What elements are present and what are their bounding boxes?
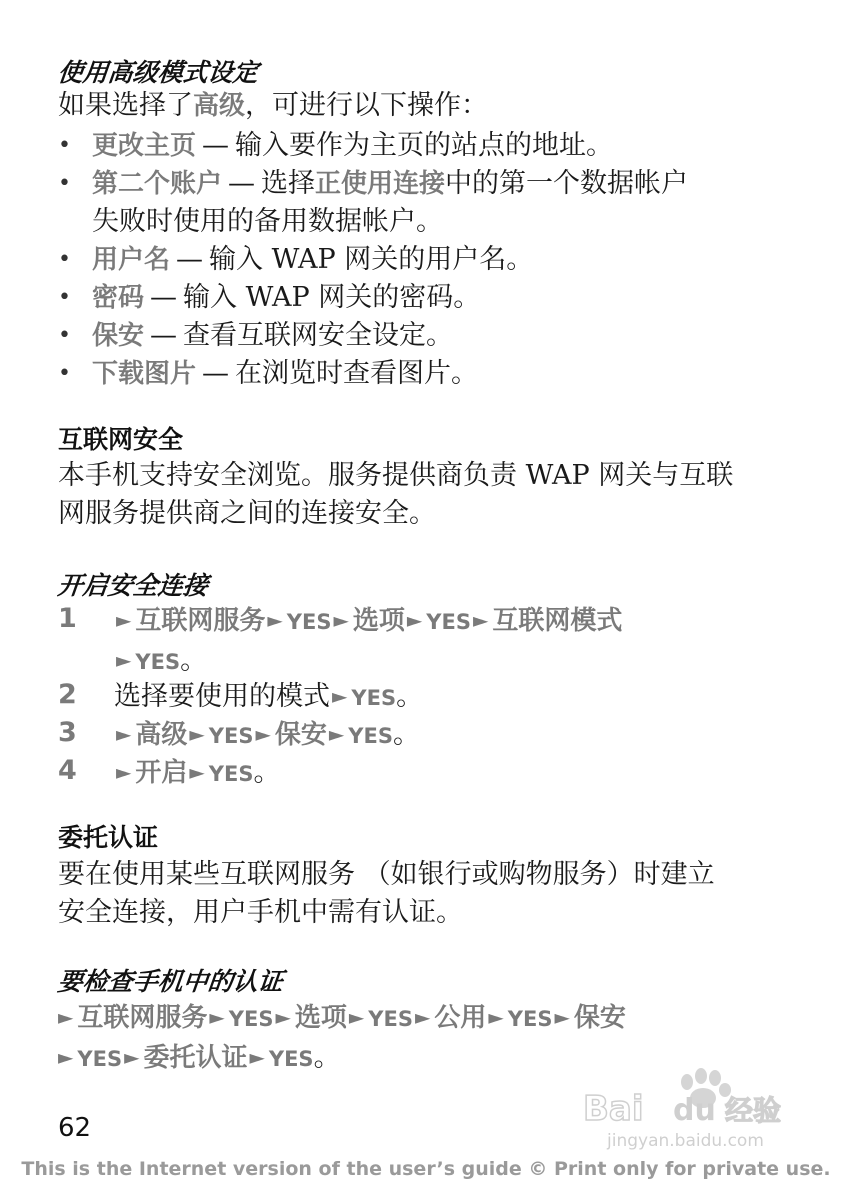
term-advanced: 高级 [193,91,246,121]
term-label: 用户名 [92,245,171,275]
item-text: 输入要作为主页的站点的地址。 [235,130,614,161]
step-number: 1 [58,603,77,634]
step-text: ► 开启 ► YES。 [116,757,281,788]
term-label: 密码 [92,283,145,313]
cert-paragraph: 要在使用某些互联网服务 （如银行或购物服务）时建立 安全连接，用户手机中需有认证。 [58,859,715,928]
svg-text:经验: 经验 [725,1094,782,1127]
svg-text:du: du [673,1093,716,1128]
item-text: 在浏览时查看图片。 [235,358,479,389]
bullet-icon: • [58,171,71,196]
step-number: 3 [58,717,77,748]
svg-text:Bai: Bai [583,1089,644,1129]
manual-page: 使用高级模式设定 如果选择了高级，可进行以下操作： • 更改主页 — 输入要作为主页的站点的地址。 • 第二个账户 — 选择正使用连接中的第一个数据帐户 失败时使用的备用数据帐户。 • 用户名 — 输入 WAP 网关的用户名。 • 密码 — 输入 WAP 网关的密码。 • 保安 — 查看互联网安全设定。 • 下载图片 — 在浏览时查看图片。 互联网安全 本手机支持安全浏览。服务提供商负责 WAP 网关与互联 网服务提供商之间的连接安全。 开启安全连接 1 ► 互联网服务 ► YES ► 选项 ► YES ► 互联网模式 ► YES。 2 选择要使用的模式 ► YES。 3 ► 高级 ► YES ► 保安 ► YES。 4 ► 开启 ► YES。 委托认证 要在使用某些互联网服务 （如银行或购物服务）时建立 安全连接，用户手机中需有认证。 要检查手机中的认证 ► 互联网服务 ► YES ► 选项 ► YES ► 公用 ► YES ► 保安 ► YES ► 委托认证 ► YES。 Bai du 经验 jingyan.baidu.com 62 This is the Internet version of the user’s guide © Print only for private use. [0,0,852,1188]
step-text: ► 互联网服务 ► YES ► 选项 ► YES ► 互联网模式 ► YES。 [116,606,623,676]
step-text: 选择要使用的模式 ► YES。 [114,681,424,712]
term-label: 更改主页 [92,131,197,161]
check-cert-path: ► 互联网服务 ► YES ► 选项 ► YES ► 公用 ► YES ► 保安 ► YES ► 委托认证 ► YES。 [58,1003,626,1073]
term-label: 保安 [92,321,145,351]
section-title-trusted-cert: 委托认证 [58,823,159,852]
term-active-connection: 正使用连接 [315,169,446,199]
bullet-icon: • [58,323,71,348]
item-text: 查看互联网安全设定。 [183,320,454,351]
bullet-icon: • [58,247,71,272]
step-text: ► 高级 ► YES ► 保安 ► YES。 [116,719,420,750]
term-label: 第二个账户 [92,169,223,199]
baidu-watermark-logo [575,1062,815,1157]
term-label: 下载图片 [92,359,197,389]
footer-notice: This is the Internet version of the user’s guide © Print only for private use. [21,1158,831,1180]
svg-text:jingyan.baidu.com: jingyan.baidu.com [607,1131,764,1151]
security-paragraph: 本手机支持安全浏览。服务提供商负责 WAP 网关与互联 网服务提供商之间的连接安全。 [58,460,734,529]
bullet-icon: • [58,361,71,386]
section-title-enable-secure: 开启安全连接 [56,571,210,600]
section-title-check-cert: 要检查手机中的认证 [56,967,285,996]
item-text: 输入 WAP 网关的用户名。 [209,244,534,275]
step-number: 2 [58,679,77,710]
section-title-advanced-mode: 使用高级模式设定 [56,58,260,87]
bullet-icon: • [58,133,71,158]
item-text: 输入 WAP 网关的密码。 [183,282,481,313]
intro-paragraph: 如果选择了高级，可进行以下操作： [58,90,489,121]
bullet-icon: • [58,285,71,310]
step-number: 4 [58,755,77,786]
section-title-internet-security: 互联网安全 [58,425,184,454]
page-number: 62 [58,1113,92,1143]
